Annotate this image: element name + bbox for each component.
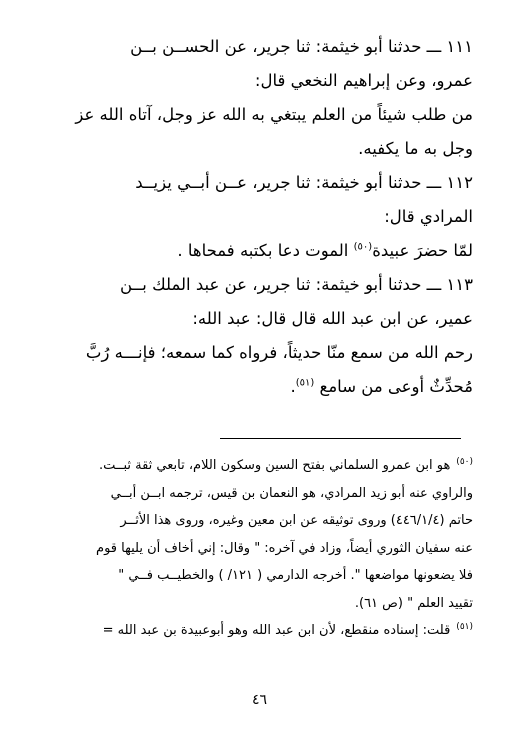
footnote-ref-50[interactable]: (٥٠) [353,241,373,253]
hadith-112-isnad [30,166,473,234]
text-line: ١١٣ ـــ حدثنا أبو خيثمة: ثنا جرير، عن عبد الملك بــن [120,275,473,294]
hadith-113-matn [30,336,473,404]
footnote-line: تقييد العلم " (ص ٦١). [354,595,473,611]
footnote-line: والراوي عنه أبو زيد المرادي، هو النعمان بن قيس، ترجمه ابــن أبــي [110,485,473,501]
text-line: عمير، عن ابن عبد الله قال قال: عبد الله: [192,309,473,328]
footnote-line [30,452,473,480]
text-line [30,370,473,404]
footnote-marker: (٥١) [456,621,473,632]
text-segment: . [290,377,296,396]
text-line: ١١٢ ـــ حدثنا أبو خيثمة: ثنا جرير، عــن أبــي يزيــد [135,173,473,192]
text-line: من طلب شيئاً من العلم يبتغي به الله عز وجل، آتاه الله عز [75,105,473,124]
footnote-line: فلا يضعونها مواضعها ". أخرجه الدارمي ( ١٢١/ ) والخطيــب فــي " [118,568,473,583]
hadith-112-matn [30,234,473,268]
footnote-line [30,617,473,645]
footnote-text: قلت: إسناده منقطع، لأن ابن عبد الله وهو أبوعبيدة بن عبد الله = [102,623,451,638]
text-line: رحم الله من سمع منّا حديثاً، فرواه كما سمعه؛ فإنـــه رُبَّ [85,343,473,362]
hadith-111-isnad [30,30,473,98]
hadith-111-matn [30,98,473,166]
text-segment: مُحدِّثٌ أوعى من سامع [314,377,473,396]
footnote-50 [30,452,473,617]
text-line: عمرو، وعن إبراهيم النخعي قال: [254,71,473,90]
text-segment: لمّا حضرَ عبيدة [372,241,473,260]
text-line [30,234,473,268]
footnote-51 [30,617,473,645]
main-text [30,30,473,404]
footnote-text: هو ابن عمرو السلماني بفتح السين وسكون اللام، تابعي ثقة ثبــت. [98,458,451,473]
footnote-line: حاتم (٤٤٦/١/٤) وروى توثيقه عن ابن معين وغيره، وروى هذا الأثــر [120,513,473,528]
text-line: المرادي قال: [384,207,473,226]
footnote-divider [220,438,461,439]
footnote-ref-51[interactable]: (٥١) [295,377,315,389]
hadith-113-isnad [30,268,473,336]
text-segment: الموت دعا بكتبه فمحاها . [177,241,354,260]
footnote-marker: (٥٠) [456,456,473,467]
text-line: ١١١ ـــ حدثنا أبو خيثمة: ثنا جرير، عن الحســن بــن [130,37,473,56]
page-number: ٤٦ [251,692,268,708]
text-line: وجل به ما يكفيه. [358,139,473,158]
footnote-line: عنه سفيان الثوري أيضاً، وزاد في آخره: " وقال: إني أخاف أن يليها قوم [96,540,473,556]
footnotes [30,452,473,645]
